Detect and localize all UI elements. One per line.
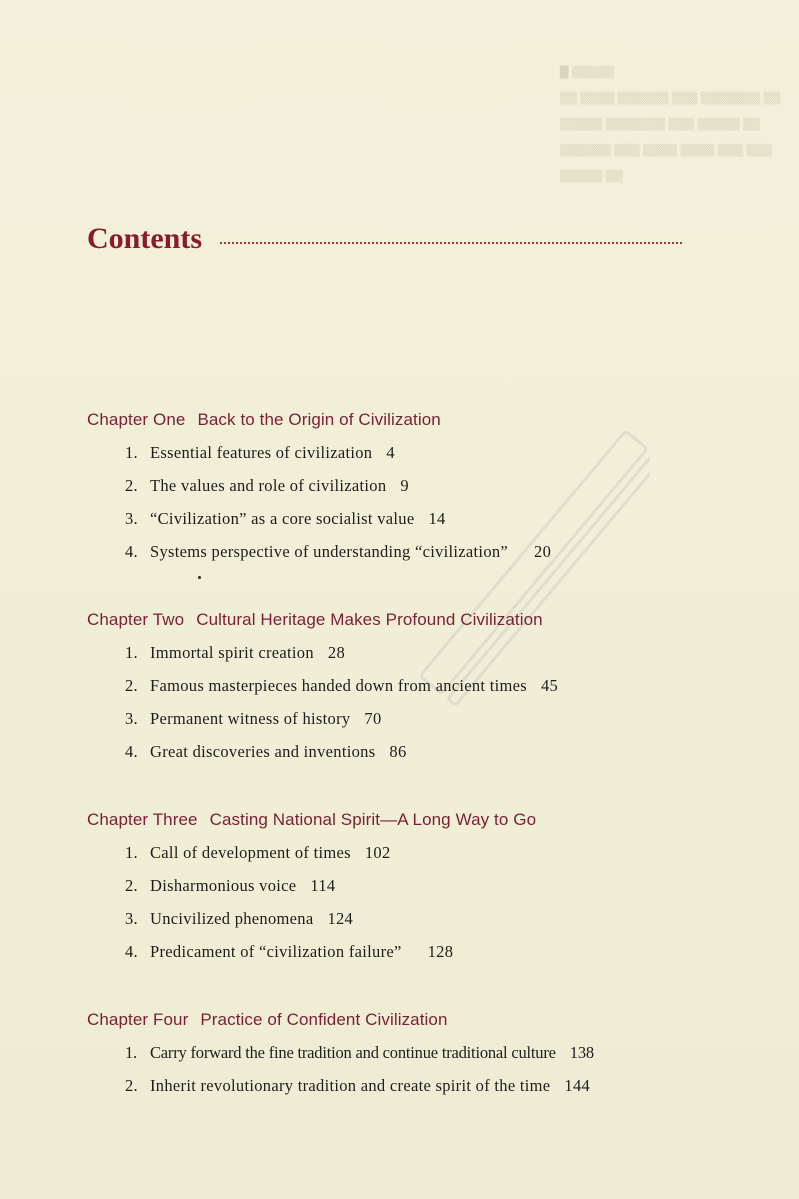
toc-entry — [125, 443, 395, 463]
show-through-text: █ ▒▒▒▒▒ ▒▒ ▒▒▒▒ ▒▒▒▒▒▒ ▒▒▒ ▒▒▒▒▒▒▒ ▒▒ ▒▒▒▒▒ ▒▒▒▒▒▒▒ ▒▒▒ ▒▒▒▒▒ ▒▒ ▒▒▒▒▒▒ ▒▒▒ ▒▒▒▒ ▒▒▒▒ ▒▒▒ ▒▒▒ ▒▒▒▒▒ ▒▒ — [560, 66, 781, 183]
chapter-title: Cultural Heritage Makes Profound Civilization — [196, 610, 543, 629]
entry-text: Immortal spirit creation — [150, 643, 314, 662]
entry-page: 20 — [534, 542, 552, 561]
entry-text: Disharmonious voice — [150, 876, 297, 895]
chapter-number: Chapter Three — [87, 810, 198, 829]
entry-number: 4. — [125, 742, 138, 761]
chapter-three-heading — [87, 810, 536, 830]
contents-heading: Contents — [87, 222, 203, 255]
chapter-four-heading — [87, 1010, 448, 1030]
entry-number: 4. — [125, 542, 138, 561]
entry-text: Essential features of civilization — [150, 443, 373, 462]
entry-text: Famous masterpieces handed down from ancient times — [150, 676, 527, 695]
entry-number: 1. — [125, 1043, 137, 1062]
ink-speck — [198, 576, 201, 579]
entry-text: Call of development of times — [150, 843, 351, 862]
watermark-stamp — [420, 390, 650, 750]
toc-entry — [125, 476, 409, 496]
toc-entry — [125, 843, 391, 863]
chapter-title: Practice of Confident Civilization — [200, 1010, 448, 1029]
chapter-number: Chapter Four — [87, 1010, 189, 1029]
toc-entry — [125, 876, 335, 896]
entry-page: 45 — [540, 676, 559, 695]
entry-text: Inherit revolutionary tradition and create spirit of the time — [150, 1076, 551, 1095]
entry-text: “Civilization” as a core socialist value — [150, 509, 415, 528]
chapter-number: Chapter One — [87, 410, 186, 429]
toc-entry — [125, 1043, 594, 1063]
entry-page: 28 — [327, 643, 346, 662]
toc-entry — [125, 942, 453, 962]
toc-entry — [125, 509, 446, 529]
toc-entry — [125, 909, 353, 929]
entry-page: 102 — [364, 843, 391, 862]
toc-entry — [125, 676, 558, 696]
entry-page: 14 — [428, 509, 446, 528]
heading-dotted-leader — [220, 242, 682, 244]
toc-entry — [125, 643, 345, 663]
entry-page: 70 — [364, 709, 382, 728]
entry-text: Carry forward the fine tradition and continue traditional culture — [150, 1043, 556, 1062]
entry-number: 3. — [125, 509, 138, 528]
chapter-title: Casting National Spirit—A Long Way to Go — [209, 810, 537, 829]
entry-text: The values and role of civilization — [150, 476, 387, 495]
entry-text: Uncivilized phenomena — [150, 909, 314, 928]
entry-text: Systems perspective of understanding “civilization” — [150, 542, 509, 561]
entry-text: Predicament of “civilization failure” — [150, 942, 402, 961]
entry-page: 128 — [427, 942, 454, 961]
entry-page: 114 — [310, 876, 336, 895]
toc-entry — [125, 542, 551, 562]
toc-entry — [125, 709, 382, 729]
entry-page: 144 — [564, 1076, 591, 1095]
entry-page: 9 — [400, 476, 409, 495]
entry-text: Great discoveries and inventions — [150, 742, 376, 761]
entry-page: 138 — [569, 1043, 594, 1062]
chapter-title: Back to the Origin of Civilization — [197, 410, 441, 429]
entry-number: 2. — [125, 476, 138, 495]
entry-page: 124 — [327, 909, 354, 928]
entry-number: 2. — [125, 1076, 138, 1095]
entry-number: 1. — [125, 643, 138, 662]
toc-entry — [125, 742, 407, 762]
chapter-two-heading — [87, 610, 543, 630]
entry-number: 2. — [125, 876, 138, 895]
entry-number: 1. — [125, 843, 138, 862]
entry-number: 3. — [125, 709, 138, 728]
chapter-one-heading — [87, 410, 441, 430]
entry-number: 3. — [125, 909, 138, 928]
entry-number: 4. — [125, 942, 138, 961]
chapter-number: Chapter Two — [87, 610, 185, 629]
entry-number: 2. — [125, 676, 138, 695]
entry-page: 4 — [386, 443, 395, 462]
entry-page: 86 — [389, 742, 407, 761]
toc-entry — [125, 1076, 590, 1096]
entry-text: Permanent witness of history — [150, 709, 351, 728]
entry-number: 1. — [125, 443, 138, 462]
